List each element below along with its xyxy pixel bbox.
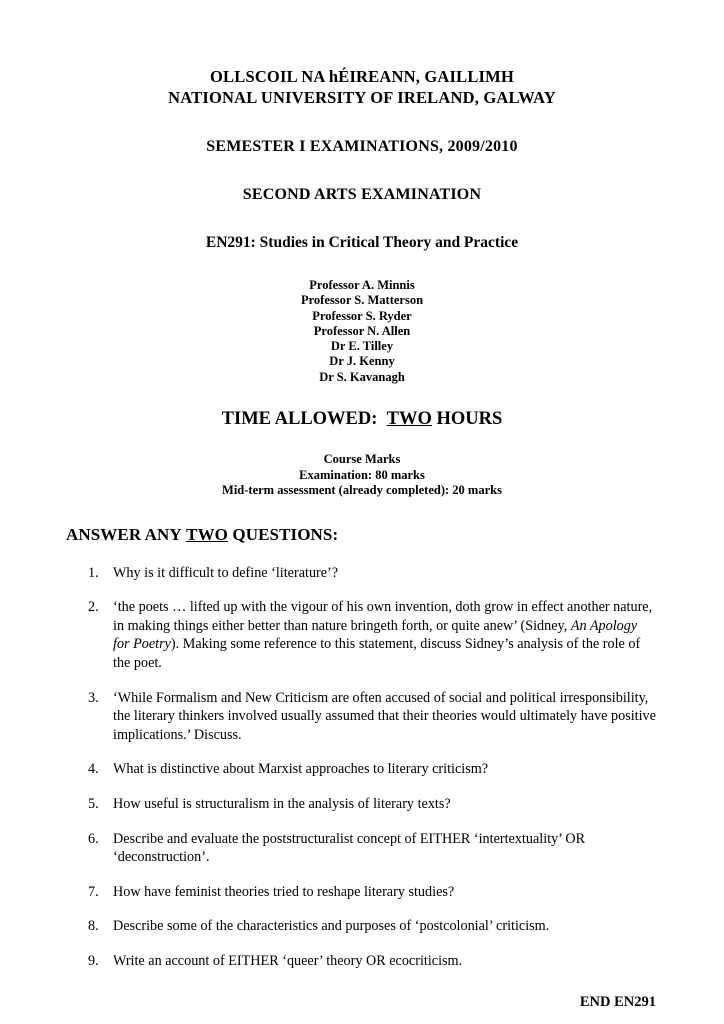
question-text <box>113 831 585 866</box>
course-marks-block <box>0 452 724 499</box>
time-allowed-line <box>0 409 724 430</box>
time-allowed-suffix: HOURS <box>436 409 503 430</box>
question-text-run: Describe some of the characteristics and purposes of ‘postcolonial’ criticism. <box>113 918 550 935</box>
question-text <box>113 918 549 934</box>
question-item <box>88 952 656 971</box>
question-item <box>88 564 656 583</box>
answer-instruction-suffix: QUESTIONS: <box>232 524 339 544</box>
question-text <box>113 953 462 969</box>
answer-instruction-prefix: ANSWER ANY <box>66 524 182 544</box>
semester-line: SEMESTER I EXAMINATIONS, 2009/2010 <box>206 138 518 155</box>
question-text <box>113 761 488 777</box>
examiner-name: Dr S. Kavanagh <box>319 369 405 384</box>
question-text-run: How useful is structuralism in the analysis of literary texts? <box>113 795 451 812</box>
examiner-name: Professor A. Minnis <box>309 278 415 292</box>
questions-list <box>88 564 656 971</box>
question-item <box>88 760 656 779</box>
question-number: 5. <box>88 795 99 812</box>
question-number: 9. <box>88 952 99 969</box>
examination-marks: Examination: 80 marks <box>299 467 425 482</box>
question-text-run: How have feminist theories tried to reshape literary studies? <box>113 883 455 900</box>
answer-instruction-count: TWO <box>186 524 229 544</box>
exam-type-line: SECOND ARTS EXAMINATION <box>242 186 482 203</box>
question-item <box>88 795 656 814</box>
question-text <box>113 884 454 900</box>
question-number: 1. <box>88 564 99 581</box>
question-text-run: Describe and evaluate the poststructuralist concept of EITHER ‘intertextuality’ OR ‘deconstruction’. <box>113 830 586 866</box>
question-text-run: Write an account of EITHER ‘queer’ theory OR ecocriticism. <box>113 952 463 969</box>
examiners-list <box>0 278 724 385</box>
question-number: 3. <box>88 689 99 706</box>
examiner-name: Dr J. Kenny <box>329 354 395 369</box>
question-item <box>88 830 656 867</box>
question-item <box>88 917 656 936</box>
question-item <box>88 883 656 902</box>
question-number: 8. <box>88 918 99 935</box>
question-number: 4. <box>88 761 99 778</box>
question-number: 6. <box>88 830 99 847</box>
institution-name-irish: OLLSCOIL NA hÉIREANN, GAILLIMH <box>210 67 514 86</box>
examiner-name: Professor N. Allen <box>313 323 411 338</box>
end-of-paper-note: END EN291 <box>579 994 656 1011</box>
question-text-italic: An Apology for Poetry <box>113 617 638 653</box>
question-text <box>113 565 338 581</box>
question-text-run: ‘the poets … lifted up with the vigour of his own invention, doth grow in effect another nature, in making things either better than nature bringeth forth, or quite anew’ (Sidney, <box>113 599 653 634</box>
examiner-name: Dr E. Tilley <box>330 339 394 354</box>
question-text <box>113 796 451 812</box>
time-allowed-duration: TWO <box>386 409 432 430</box>
question-text-run: ). Making some reference to this statement, discuss Sidney’s analysis of the role of the poet. <box>113 636 641 671</box>
examiner-name: Professor S. Ryder <box>312 308 412 323</box>
course-title-line: EN291: Studies in Critical Theory and Practice <box>205 234 519 251</box>
question-text <box>113 599 652 671</box>
question-item <box>88 598 656 672</box>
midterm-marks: Mid-term assessment (already completed): 20 marks <box>222 483 502 498</box>
question-text-run: ‘While Formalism and New Criticism are often accused of social and political irresponsibility, the literary thinkers involved usually assumed that their theories would ultimately have positive implications.’ Discuss. <box>113 689 656 743</box>
question-number: 2. <box>88 599 99 616</box>
question-text <box>113 690 656 743</box>
course-marks-heading: Course Marks <box>323 452 401 467</box>
question-number: 7. <box>88 883 99 900</box>
institution-name-english: NATIONAL UNIVERSITY OF IRELAND, GALWAY <box>168 88 556 107</box>
question-item <box>88 689 656 745</box>
question-text-run: Why is it difficult to define ‘literature’? <box>113 564 339 581</box>
question-text-run: What is distinctive about Marxist approaches to literary criticism? <box>113 761 489 778</box>
document-header <box>0 0 724 252</box>
examiner-name: Professor S. Matterson <box>300 293 424 308</box>
answer-instruction <box>66 525 724 545</box>
time-allowed-prefix: TIME ALLOWED: <box>221 409 378 430</box>
